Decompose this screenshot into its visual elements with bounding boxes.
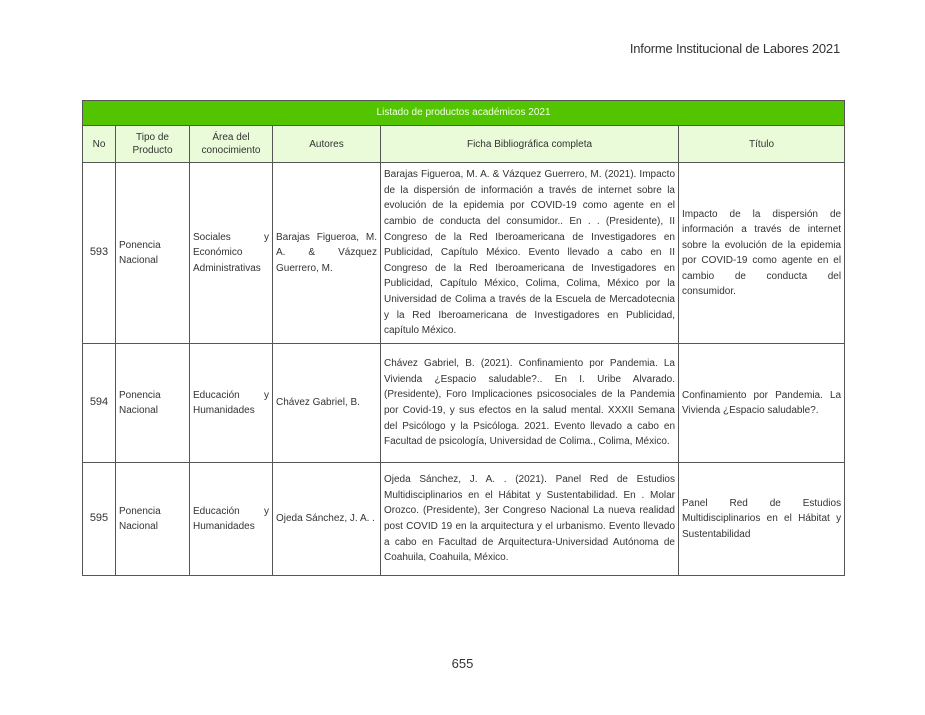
column-header-ficha: Ficha Bibliográfica completa (381, 126, 679, 163)
table-row (83, 163, 845, 344)
column-header-area: Área del conocimiento (190, 126, 273, 163)
column-header-no: No (83, 126, 116, 163)
cell-autores: Chávez Gabriel, B. (273, 344, 381, 463)
products-table (82, 100, 845, 576)
column-header-titulo: Título (679, 126, 845, 163)
cell-tipo: Ponencia Nacional (116, 163, 190, 344)
table-title: Listado de productos académicos 2021 (83, 101, 845, 126)
cell-ficha: Chávez Gabriel, B. (2021). Confinamiento por Pandemia. La Vivienda ¿Espacio saludable?.. En I. Uribe Alvarado. (Presidente), Foro Implicaciones psicosociales de la Pandemia por Covid-19, y sus efectos en la salud mental. XXXII Semana del Psicólogo y la Psicóloga. 2021. Evento llevado a cabo en Facultad de psicología, Universidad de Colima., Colima, México. (381, 344, 679, 463)
column-header-autores: Autores (273, 126, 381, 163)
cell-autores: Barajas Figueroa, M. A. & Vázquez Guerrero, M. (273, 163, 381, 344)
cell-no: 593 (83, 163, 116, 344)
cell-autores: Ojeda Sánchez, J. A. . (273, 463, 381, 576)
cell-titulo: Panel Red de Estudios Multidisciplinarios en el Hábitat y Sustentabilidad (679, 463, 845, 576)
cell-no: 594 (83, 344, 116, 463)
cell-titulo: Impacto de la dispersión de información a través de internet sobre la evolución de la epidemia por COVID-19 como agente en el cambio de conducta del consumidor. (679, 163, 845, 344)
cell-ficha: Barajas Figueroa, M. A. & Vázquez Guerrero, M. (2021). Impacto de la dispersión de información a través de internet sobre la evolución de la epidemia por COVID-19 como agente en el cambio de conducta del consumidor.. En . . (Presidente), II Congreso de la Red Iberoamericana de Investigadores en Publicidad, Capítulo México. Evento llevado a cabo en II Congreso de la Red Iberoamericana de Investigadores en Publicidad, Capítulo México, Colima, Colima, México por la Universidad de Colima a través de la Escuela de Mercadotecnia y la Red Iberoamericana de Investigadores en Publicidad, capítulo México. (381, 163, 679, 344)
cell-tipo: Ponencia Nacional (116, 463, 190, 576)
cell-area: Educación y Humanidades (190, 463, 273, 576)
cell-no: 595 (83, 463, 116, 576)
cell-titulo: Confinamiento por Pandemia. La Vivienda ¿Espacio saludable?. (679, 344, 845, 463)
table-header-row (83, 126, 845, 163)
table-title-row (83, 101, 845, 126)
page-number: 655 (451, 656, 474, 671)
table-row (83, 463, 845, 576)
cell-tipo: Ponencia Nacional (116, 344, 190, 463)
column-header-tipo: Tipo de Producto (116, 126, 190, 163)
cell-area: Sociales y Económico Administrativas (190, 163, 273, 344)
cell-ficha: Ojeda Sánchez, J. A. . (2021). Panel Red de Estudios Multidisciplinarios en el Hábitat y Sustentabilidad. En . Molar Orozco. (Presidente), 3er Congreso Nacional La nueva realidad post COVID 19 en la arquitectura y el urbanismo. Evento llevado a cabo en Facultad de Arquitectura-Universidad Autónoma de Coahuila, Coahuila, México. (381, 463, 679, 576)
running-header: Informe Institucional de Labores 2021 (629, 41, 840, 56)
cell-area: Educación y Humanidades (190, 344, 273, 463)
table-row (83, 344, 845, 463)
